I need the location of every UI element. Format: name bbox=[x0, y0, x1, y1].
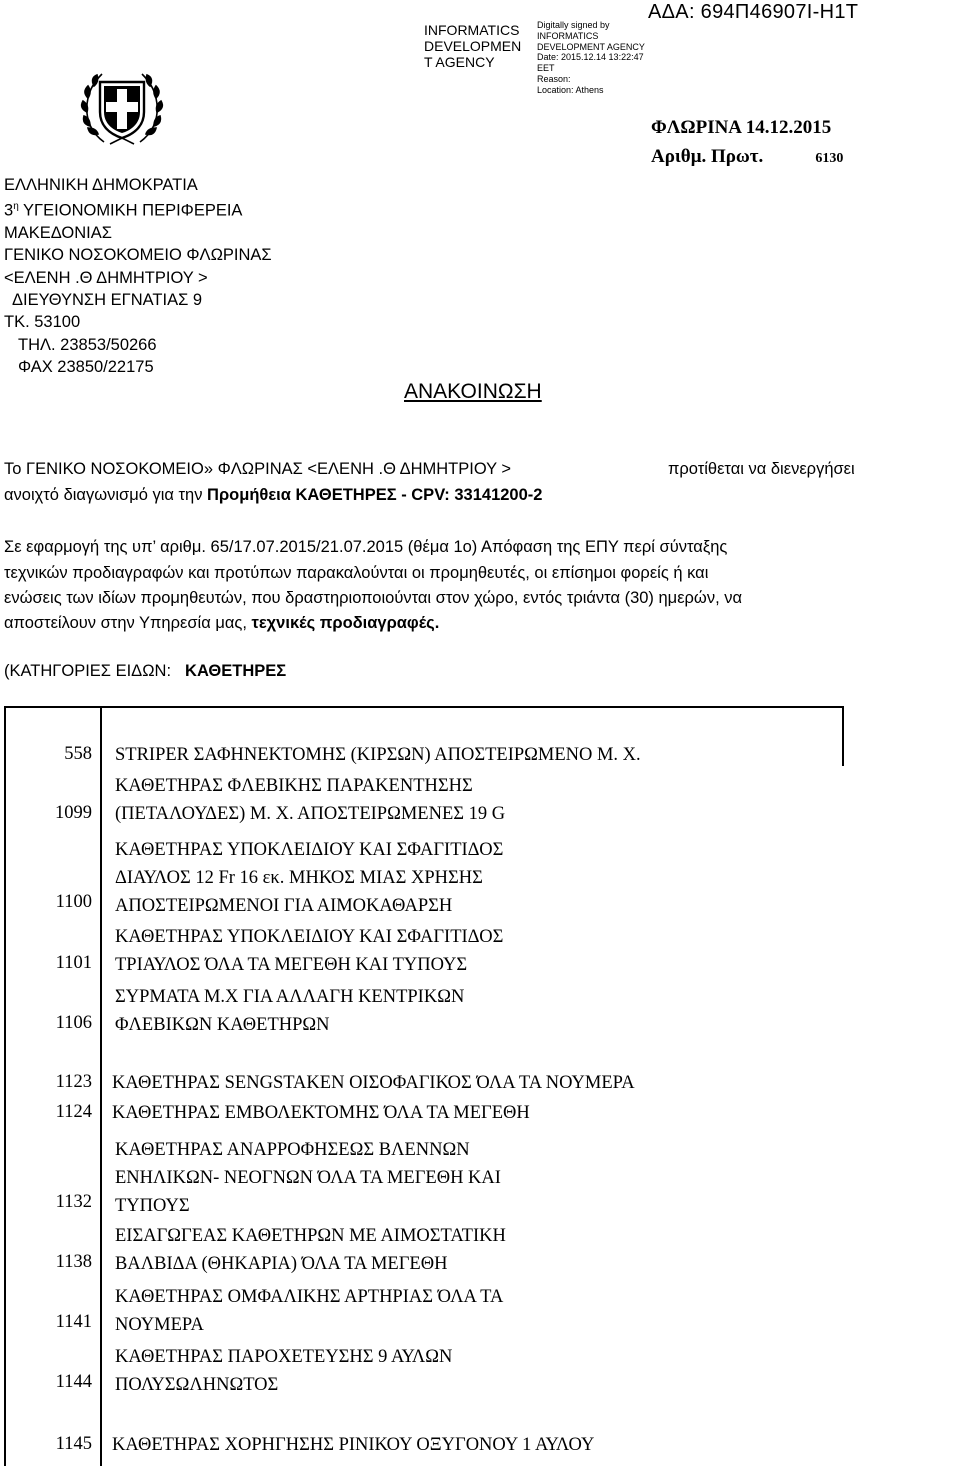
item-description-line: ΒΑΛΒΙΔΑ (ΘΗΚΑΡΙΑ) ΌΛΑ ΤΑ ΜΕΓΕΘΗ bbox=[115, 1254, 448, 1274]
item-code: 1141 bbox=[55, 1312, 92, 1332]
item-description-line: STRIPER ΣΑΦΗΝΕΚΤΟΜΗΣ (ΚΙΡΣΩΝ) ΑΠΟΣΤΕΙΡΩΜΕΝΟ Μ. Χ. bbox=[115, 745, 641, 765]
table-border bbox=[4, 706, 844, 708]
item-description-line: ΚΑΘΕΤΗΡΑΣ ΠΑΡΟΧΕΤΕΥΣΗΣ 9 ΑΥΛΩΝ bbox=[115, 1347, 453, 1367]
sender-line: ΜΑΚΕΔΟΝΙΑΣ bbox=[4, 224, 112, 243]
intro-line bbox=[4, 460, 855, 479]
body-line: Σε εφαρμογή της υπ’ αριθμ. 65/17.07.2015/21.07.2015 (θέμα 1ο) Απόφαση της ΕΠΥ περί σύνταξης bbox=[4, 538, 728, 556]
ada-code: ΑΔΑ: 694Π46907Ι-Η1Τ bbox=[648, 1, 859, 23]
item-code: 1138 bbox=[55, 1252, 92, 1272]
body-line bbox=[4, 614, 439, 633]
signature-detail-line: Digitally signed by bbox=[537, 20, 610, 30]
body-line: τεχνικών προδιαγραφών και προτύπων παρακαλούνται οι προμηθευτές, οι επίσημοι φορείς ή και bbox=[4, 564, 709, 582]
sender-line: ΤΚ. 53100 bbox=[4, 313, 81, 332]
item-code: 1123 bbox=[55, 1072, 92, 1092]
item-description bbox=[115, 1136, 501, 1220]
item-description-line: ΚΑΘΕΤΗΡΑΣ ΑΝΑΡΡΟΦΗΣΕΩΣ ΒΛΕΝΝΩΝ bbox=[115, 1140, 470, 1160]
item-description-line: ΑΠΟΣΤΕΙΡΩΜΕΝΟΙ ΓΙΑ ΑΙΜΟΚΑΘΑΡΣΗ bbox=[115, 896, 453, 916]
protocol-number: 6130 bbox=[815, 151, 844, 166]
item-code: 558 bbox=[64, 744, 92, 764]
procurement-subject: Προμήθεια ΚΑΘΕΤΗΡΕΣ - CPV: 33141200-2 bbox=[207, 486, 543, 504]
body-text: αποστείλουν στην Υπηρεσία μας, bbox=[4, 614, 252, 632]
signature-detail-line: INFORMATICS bbox=[537, 30, 599, 41]
item-description bbox=[115, 983, 464, 1039]
sender-line: ΤΗΛ. 23853/50266 bbox=[18, 335, 157, 354]
signature-org-line: DEVELOPMEN bbox=[424, 38, 522, 54]
item-description bbox=[115, 772, 505, 828]
body-line: ενώσεις των ιδίων προμηθευτών, που δραστηριοποιούνται στον χώρο, εντός τριάντα (30) ημερών, να bbox=[4, 589, 743, 607]
protocol-label: Αριθμ. Πρωτ. bbox=[651, 146, 764, 167]
item-description bbox=[112, 1431, 594, 1459]
intro-text: ανοιχτό διαγωνισμό για την bbox=[4, 486, 208, 504]
signature-org-line: T AGENCY bbox=[424, 54, 495, 70]
item-description-line: ΚΑΘΕΤΗΡΑΣ ΥΠΟΚΛΕΙΔΙΟΥ ΚΑΙ ΣΦΑΓΙΤΙΔΟΣ bbox=[115, 927, 504, 947]
signature-details bbox=[537, 20, 645, 96]
item-code: 1106 bbox=[55, 1013, 92, 1033]
document-date: ΦΛΩΡΙΝΑ 14.12.2015 bbox=[651, 117, 832, 138]
item-description bbox=[112, 1069, 635, 1097]
signature-organization bbox=[424, 22, 521, 70]
item-code: 1099 bbox=[55, 803, 92, 823]
item-code: 1144 bbox=[55, 1372, 92, 1392]
sender-line: ΕΛΛΗΝΙΚΗ ΔΗΜΟΚΡΑΤΙΑ bbox=[4, 176, 198, 194]
item-description-line: ΚΑΘΕΤΗΡΑΣ ΥΠΟΚΛΕΙΔΙΟΥ ΚΑΙ ΣΦΑΓΙΤΙΔΟΣ bbox=[115, 840, 504, 860]
protocol-line bbox=[651, 146, 843, 168]
item-description-line: ΚΑΘΕΤΗΡΑΣ ΧΟΡΗΓΗΣΗΣ ΡΙΝΙΚΟΥ ΟΞΥΓΟΝΟΥ 1 ΑΥΛΟΥ bbox=[112, 1435, 595, 1455]
item-description bbox=[115, 1343, 452, 1399]
item-code: 1100 bbox=[55, 892, 92, 912]
item-description-line: ΕΙΣΑΓΩΓΕΑΣ ΚΑΘΕΤΗΡΩΝ ΜΕ ΑΙΜΟΣΤΑΤΙΚΗ bbox=[115, 1226, 506, 1246]
region-number: 3 bbox=[4, 201, 14, 220]
item-description-line: ΣΥΡΜΑΤΑ Μ.Χ ΓΙΑ ΑΛΛΑΓΗ ΚΕΝΤΡΙΚΩΝ bbox=[115, 987, 465, 1007]
item-description-line: ΤΡΙΑΥΛΟΣ ΌΛΑ ΤΑ ΜΕΓΕΘΗ ΚΑΙ ΤΥΠΟΥΣ bbox=[115, 955, 468, 975]
item-description bbox=[115, 741, 641, 769]
item-description-line: ΚΑΘΕΤΗΡΑΣ ΟΜΦΑΛΙΚΗΣ ΑΡΤΗΡΙΑΣ ΌΛΑ ΤΑ bbox=[115, 1287, 504, 1307]
item-description-line: ΚΑΘΕΤΗΡΑΣ ΕΜΒΟΛΕΚΤΟΜΗΣ ΌΛΑ ΤΑ ΜΕΓΕΘΗ bbox=[112, 1103, 530, 1123]
item-description-line: ΕΝΗΛΙΚΩΝ- ΝΕΟΓΝΩΝ ΌΛΑ ΤΑ ΜΕΓΕΘΗ ΚΑΙ bbox=[115, 1168, 501, 1188]
page-title: ΑΝΑΚΟΙΝΩΣΗ bbox=[404, 380, 542, 403]
item-code: 1145 bbox=[55, 1434, 92, 1454]
region-superscript: η bbox=[13, 201, 19, 213]
table-border bbox=[842, 706, 844, 766]
item-description-line: ΚΑΘΕΤΗΡΑΣ ΦΛΕΒΙΚΗΣ ΠΑΡΑΚΕΝΤΗΣΗΣ bbox=[115, 776, 473, 796]
item-description-line: (ΠΕΤΑΛΟΥΔΕΣ) Μ. Χ. ΑΠΟΣΤΕΙΡΩΜΕΝΕΣ 19 G bbox=[115, 804, 506, 824]
item-description-line: ΝΟΥΜΕΡΑ bbox=[115, 1315, 204, 1335]
sender-line bbox=[4, 196, 272, 222]
greek-emblem-icon bbox=[76, 60, 168, 152]
sender-line: ΔΙΕΥΘΥΝΣΗ ΕΓΝΑΤΙΑΣ 9 bbox=[12, 290, 203, 309]
table-border bbox=[100, 706, 102, 1466]
item-description-line: ΦΛΕΒΙΚΩΝ ΚΑΘΕΤΗΡΩΝ bbox=[115, 1015, 330, 1035]
item-description bbox=[115, 1283, 503, 1339]
items-table bbox=[4, 706, 844, 1466]
intro-text: Το ΓΕΝΙΚΟ ΝΟΣΟΚΟΜΕΙΟ» ΦΛΩΡΙΝΑΣ <ΕΛΕΝΗ .Θ ΔΗΜΗΤΡΙΟΥ > bbox=[4, 460, 512, 478]
signature-detail-line: Reason: bbox=[537, 73, 571, 84]
intro-text-right: προτίθεται να διενεργήσει bbox=[668, 460, 855, 478]
item-description bbox=[115, 1222, 506, 1278]
item-description bbox=[115, 836, 503, 920]
signature-detail-line: Date: 2015.12.14 13:22:47 bbox=[537, 52, 644, 63]
item-description-line: ΤΥΠΟΥΣ bbox=[115, 1196, 190, 1216]
categories-line bbox=[4, 662, 286, 681]
sender-address bbox=[4, 174, 272, 378]
signature-detail-line: EET bbox=[537, 63, 555, 74]
region-name: ΥΓΕΙΟΝΟΜΙΚΗ ΠΕΡΙΦΕΡΕΙΑ bbox=[23, 201, 243, 220]
item-code: 1101 bbox=[55, 953, 92, 973]
intro-line bbox=[4, 486, 542, 505]
categories-value: ΚΑΘΕΤΗΡΕΣ bbox=[185, 662, 287, 680]
signature-detail-line: Location: Athens bbox=[537, 84, 604, 95]
item-description-line: ΚΑΘΕΤΗΡΑΣ SENGSTAKEN ΟΙΣΟΦΑΓΙΚΟΣ ΌΛΑ ΤΑ ΝΟΥΜΕΡΑ bbox=[112, 1073, 635, 1093]
sender-line: ΦΑΧ 23850/22175 bbox=[18, 357, 154, 376]
sender-line: <ΕΛΕΝΗ .Θ ΔΗΜΗΤΡΙΟΥ > bbox=[4, 268, 208, 287]
signature-detail-line: DEVELOPMENT AGENCY bbox=[537, 41, 645, 52]
item-description bbox=[112, 1099, 530, 1127]
item-description-line: ΠΟΛΥΣΩΛΗΝΩΤΟΣ bbox=[115, 1375, 279, 1395]
item-code: 1132 bbox=[55, 1192, 92, 1212]
body-bold-text: τεχνικές προδιαγραφές. bbox=[251, 614, 440, 632]
categories-label: (ΚΑΤΗΓΟΡΙΕΣ ΕΙΔΩΝ: bbox=[4, 662, 172, 680]
item-code: 1124 bbox=[55, 1102, 92, 1122]
signature-org-line: INFORMATICS bbox=[424, 22, 520, 38]
sender-line: ΓΕΝΙΚΟ ΝΟΣΟΚΟΜΕΙΟ ΦΛΩΡΙΝΑΣ bbox=[4, 246, 272, 265]
item-description-line: ΔΙΑΥΛΟΣ 12 Fr 16 εκ. ΜΗΚΟΣ ΜΙΑΣ ΧΡΗΣΗΣ bbox=[115, 868, 483, 888]
item-description bbox=[115, 923, 503, 979]
